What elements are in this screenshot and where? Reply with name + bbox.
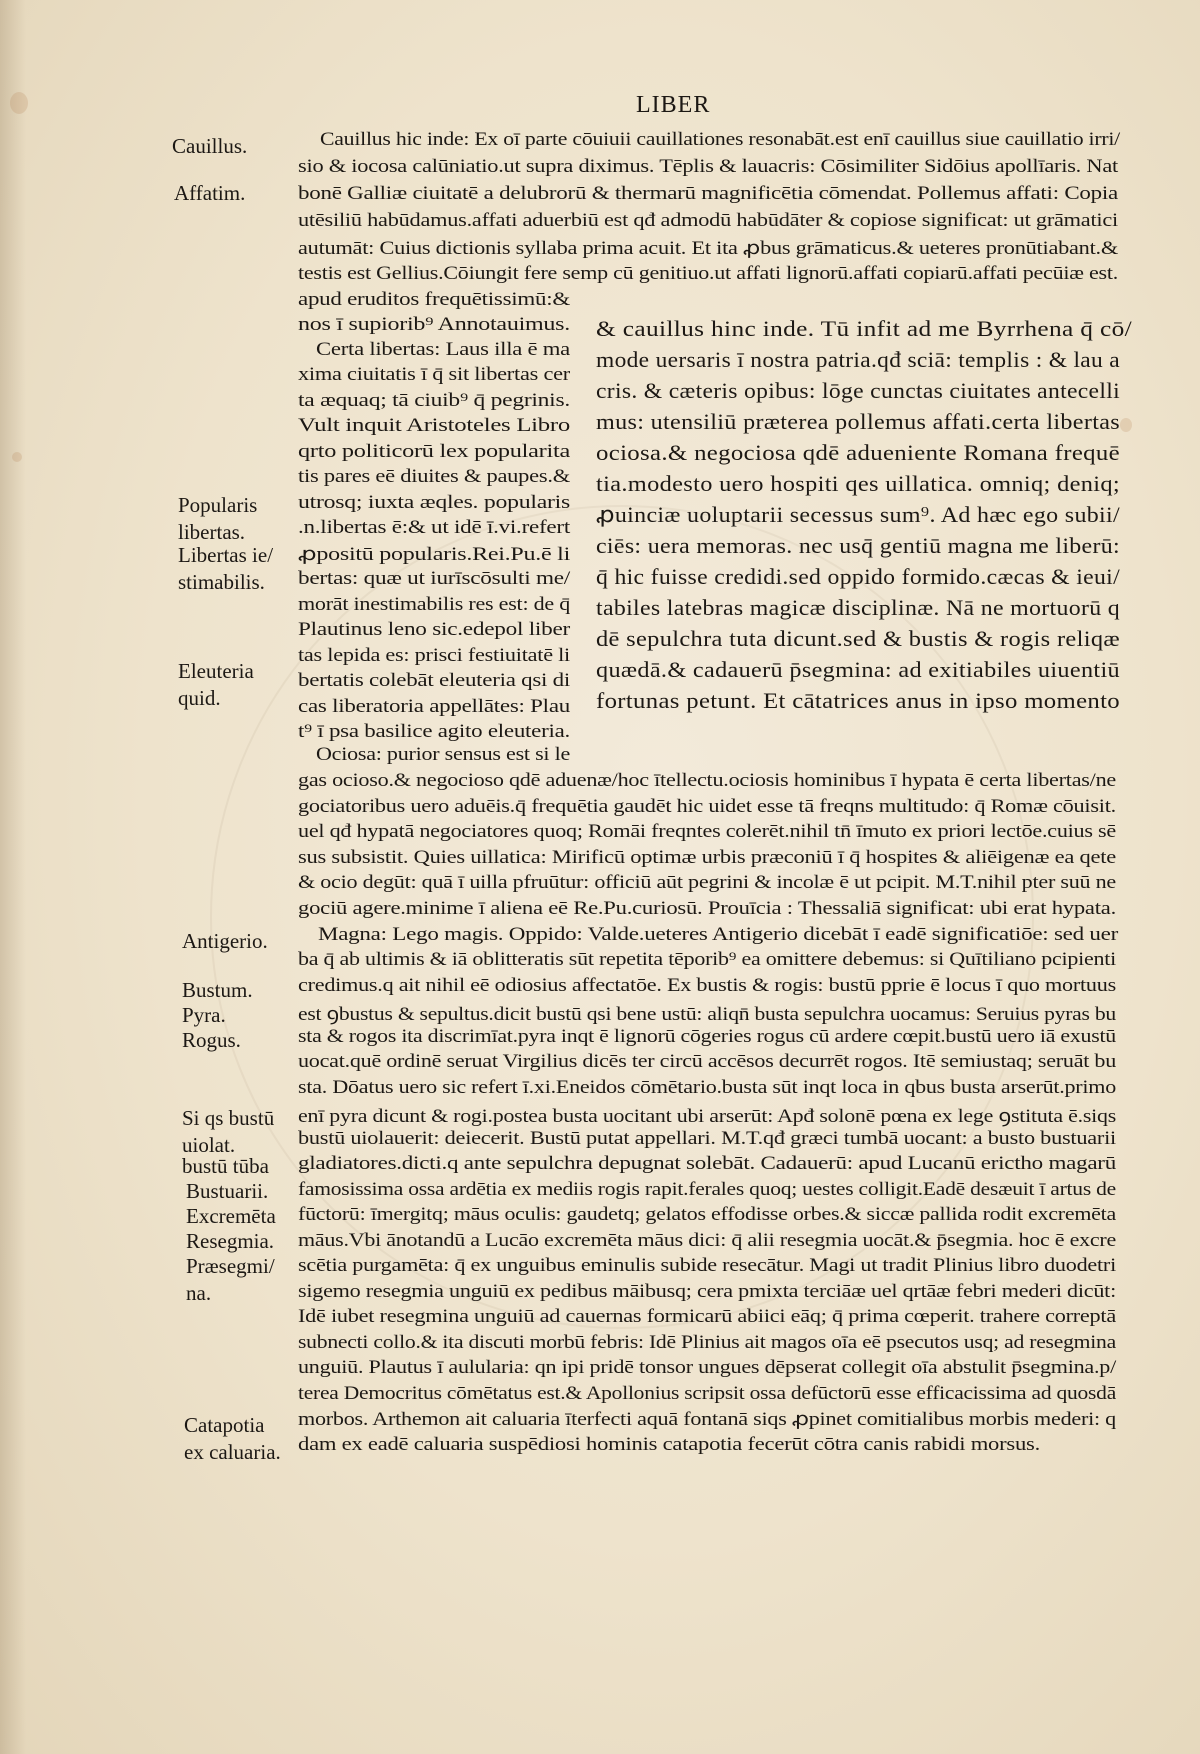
page-gutter-shadow: [0, 0, 26, 1754]
commentary-line: apud eruditos frequētissimū:&: [298, 290, 570, 310]
commentary-line: dam ex eadē caluaria suspēdiosi hominis catapotia fecerūt cōtra canis rabidi morsus.: [298, 1435, 1040, 1455]
commentary-line: ba q̄ ab ultimis & iā oblitteratis sūt repetita tēporib⁹ ea omittere debemus: si Quītiliano pcipienti: [298, 950, 1116, 970]
main-text-line: q̄ hic fuisse credidi.sed oppido formido.cæcas & ieui/: [596, 564, 1120, 589]
marginal-gloss: Resegmia.: [186, 1229, 275, 1253]
commentary-line: utēsiliū habūdamus.affati aduerbiū est qđ admodū habūdāter & copiose significat: ut grāmatici: [298, 211, 1118, 231]
commentary-line: sta. Dōatus uero sic refert ī.xi.Eneidos cōmētario.busta sūt inqt loca in qbus busta arserūt.primo: [298, 1078, 1116, 1098]
commentary-line: autumāt: Cuius dictionis syllaba prima acuit. Et ita ꝓbus grāmaticus.& ueteres pronūtiabant.&: [298, 239, 1118, 259]
commentary-line: terea Democritus cōmētatus est.& Apollonius scripsit ossa defūctorū esse efficacissima ad quosdā: [298, 1384, 1116, 1404]
commentary-line: sus subsistit. Quies uillatica: Mirificū optimæ urbis præconiū ī q̄ hospites & aliēigenæ ea qete: [298, 848, 1116, 868]
main-text-line: quædā.& cadauerū p̄segmina: ad exitiabiles uiuentiū: [596, 657, 1120, 682]
commentary-line: ta æquaq; tā ciuib⁹ q̄ pegrinis.: [298, 391, 570, 411]
commentary-line: ꝓpositū popularis.Rei.Pu.ē li: [298, 545, 570, 565]
commentary-line: uocat.quē ordinē seruat Virgilius dicēs ter circū accēsos decurrēt rogos. Itē semiustaq; seruāt bu: [298, 1052, 1116, 1072]
commentary-line: uel qđ hypatā negociatores quoq; Romāi freqntes colerēt.nihil tn̄ īmuto ex priori lectōe.cuius sē: [298, 822, 1116, 842]
foxing-stain: [10, 92, 28, 114]
commentary-line: gas ocioso.& negocioso qdē aduenæ/hoc ītellectu.ociosis hominibus ī hypata ē certa libertas/ne: [298, 771, 1116, 791]
main-text-line: mode uersaris ī nostra patria.qđ sciā: templis : & lau a: [596, 347, 1120, 372]
commentary-line: qrto politicorū lex popularita: [298, 442, 570, 462]
commentary-line: Plautinus leno sic.edepol liber: [298, 620, 570, 640]
commentary-line: bertatis colebāt eleuteria qsi di: [298, 671, 570, 691]
commentary-line: nos ī supiorib⁹ Annotauimus.: [298, 315, 570, 335]
main-text-line: cris. & cæteris opibus: lōge cunctas ciuitates antecelli: [596, 378, 1120, 403]
commentary-line: morāt inestimabilis res est: de q̄: [298, 595, 570, 615]
marginal-gloss: Popularis libertas.: [178, 493, 258, 544]
marginal-gloss: Libertas ie/ stimabilis.: [178, 543, 274, 594]
marginal-gloss: Eleuteria quid.: [178, 659, 254, 710]
commentary-line: fūctorū: īmergitq; māus oculis: gaudetq; gelatos effodisse orbes.& siccæ pallida rodit excremēta: [298, 1205, 1116, 1225]
marginal-gloss: Præsegmi/ na.: [186, 1254, 275, 1305]
commentary-line: morbos. Arthemon ait caluaria īterfecti aquā fontanā siqs ꝓpinet comitialibus morbis mederi: q: [298, 1410, 1116, 1430]
marginal-gloss: Antigerio.: [182, 929, 268, 953]
commentary-line: testis est Gellius.Cōiungit fere semp cū genitiuo.ut affati lignorū.affati copiarū.affati pecūiæ est.: [298, 264, 1118, 284]
commentary-line: tis pares eē diuites & paupes.&: [298, 467, 570, 487]
commentary-line: gladiatores.dicti.q ante sepulchra depugnat solebāt. Cadauerū: apud Lucanū erictho magarū: [298, 1154, 1116, 1174]
commentary-line: t⁹ ī psa basilice agito eleuteria.: [298, 722, 570, 742]
commentary-line: bertas: quæ ut iurīscōsulti me/: [298, 569, 570, 589]
marginal-gloss: Cauillus.: [172, 134, 248, 158]
marginal-gloss: Catapotia ex caluaria.: [184, 1413, 281, 1464]
commentary-line: bonē Galliæ ciuitatē a delubrorū & thermarū magnificētia cōmendat. Pollemus affati: Copia: [298, 184, 1118, 204]
marginal-gloss: bustū tūba: [182, 1154, 269, 1178]
commentary-line: tas lepida es: prisci festiuitatē li: [298, 646, 570, 666]
commentary-line: & ocio degūt: quā ī uilla pfruūtur: officiū aūt pegrini & incolæ ē ut pcipit. M.T.nihil pter suū ne: [298, 873, 1116, 893]
main-text-line: fortunas petunt. Et cātatrices anus in ipso momento: [596, 688, 1120, 713]
main-text-line: dē sepulchra tuta dicunt.sed & bustis & rogis reliqæ: [596, 626, 1120, 651]
commentary-line: Certa libertas: Laus illa ē ma: [316, 340, 570, 360]
main-text-line: mus: utensiliū præterea pollemus affati.certa libertas: [596, 409, 1120, 434]
commentary-line: Vult inquit Aristoteles Libro: [298, 416, 570, 436]
main-text-line: ociosa.& negociosa qdē adueniente Romana frequē: [596, 440, 1120, 465]
commentary-line: Cauillus hic inde: Ex oī parte cōuiuii cauillationes resonabāt.est enī cauillus siue cauillatio irri/: [320, 130, 1120, 150]
commentary-line: māus.Vbi ānotandū a Lucāo excremēta māus dici: q̄ alii resegmia uocāt.& p̄segmia. hoc ē excre: [298, 1231, 1116, 1251]
commentary-line: famosissima ossa ardētia ex mediis rogis rapit.ferales quoq; uestes colligit.Eadē desæuit ī artus de: [298, 1180, 1116, 1200]
foxing-stain: [12, 452, 22, 462]
marginal-gloss: Affatim.: [174, 181, 246, 205]
commentary-line: gociatoribus uero aduēis.q̄ frequētia gaudēt hic uidet esse tā freqns multitudo: q̄ Romæ cōuisit.: [298, 797, 1116, 817]
commentary-line: sta & rogos ita discrimīat.pyra inqt ē lignorū cōgeries rogus cū ardere cœpit.bustū uero iā exustū: [298, 1027, 1116, 1047]
commentary-line: cas liberatoria appellātes: Plau: [298, 697, 570, 717]
marginal-gloss: Bustuarii.: [186, 1179, 269, 1203]
commentary-line: sio & iocosa calūniatio.ut supra diximus. Tēplis & lauacris: Cōsimiliter Sidōius apollīaris. Nat: [298, 157, 1118, 177]
commentary-line: utrosq; iuxta æqles. popularis: [298, 493, 570, 513]
commentary-line: unguiū. Plautus ī aulularia: qn ipi pridē tonsor ungues dēpserat collegit oīa abstulit p̄segmina.p/: [298, 1358, 1116, 1378]
commentary-line: Idē iubet resegmina unguiū ad cauernas formicarū abiici eāq; q̄ prima cœperit. trahere correptā: [298, 1307, 1116, 1327]
commentary-line: xima ciuitatis ī q̄ sit libertas cer: [298, 365, 570, 385]
commentary-line: Magna: Lego magis. Oppido: Valde.ueteres Antigerio dicebāt ī eadē significatiōe: sed uer: [318, 925, 1118, 945]
commentary-line: enī pyra dicunt & rogi.postea busta uocitant ubi arserūt: Apđ solonē pœna ex lege ꝯstituta ē.siqs: [298, 1107, 1116, 1127]
commentary-line: subnecti collo.& ita discuti morbū febris: Idē Plinius ait magos oīa eē psecutos usq; ad resegmina: [298, 1333, 1116, 1353]
commentary-line: est ꝯbustus & sepultus.dicit bustū qsi bene ustū: aliqn̄ busta sepulchra uocamus: Seruius pyras bu: [298, 1005, 1116, 1025]
marginal-gloss: Bustum.: [182, 978, 253, 1002]
commentary-line: credimus.q ait nihil eē odiosius affectatōe. Ex bustis & rogis: bustū pprie ē locus ī quo mortuus: [298, 976, 1116, 996]
commentary-line: .n.libertas ē:& ut idē ī.vi.refert: [298, 518, 570, 538]
main-text-line: ꝓuinciæ uoluptarii secessus sum⁹. Ad hæc ego subii/: [596, 502, 1120, 527]
commentary-line: scētia purgamēta: q̄ ex unguibus eminulis subide resecātur. Magi ut tradit Plinius libro duodetri: [298, 1256, 1116, 1276]
commentary-line: Ociosa: purior sensus est si le: [316, 745, 570, 765]
foxing-stain: [1120, 418, 1132, 432]
commentary-line: gociū agere.minime ī aliena eē Re.Pu.curiosū. Prouīcia : Thessaliā significat: ubi erat hypata.: [298, 899, 1116, 919]
running-head: LIBER: [636, 92, 711, 118]
main-text-line: tia.modesto uero hospiti qes uillatica. omniq; deniq;: [596, 471, 1120, 496]
marginal-gloss: Rogus.: [182, 1028, 241, 1052]
marginal-gloss: Pyra.: [182, 1003, 226, 1027]
commentary-line: sigemo resegmia unguiū ex pedibus māibusq; cera pmixta terciāæ uel qrtāæ febri mederi dicūt:: [298, 1282, 1116, 1302]
main-text-line: tabiles latebras magicæ disciplinæ. Nā ne mortuorū q: [596, 595, 1120, 620]
marginal-gloss: Si qs bustū uiolat.: [182, 1106, 275, 1157]
commentary-line: bustū uiolauerit: deiecerit. Bustū putat appellari. M.T.qđ græci tumbā uocant: a busto bustuarii: [298, 1129, 1116, 1149]
marginal-gloss: Excremēta: [186, 1204, 276, 1228]
main-text-line: ciēs: uera memoras. nec usq̄ gentiū magna me liberū:: [596, 533, 1120, 558]
main-text-line: & cauillus hinc inde. Tū infit ad me Byrrhena q̄ cō/: [596, 316, 1132, 341]
